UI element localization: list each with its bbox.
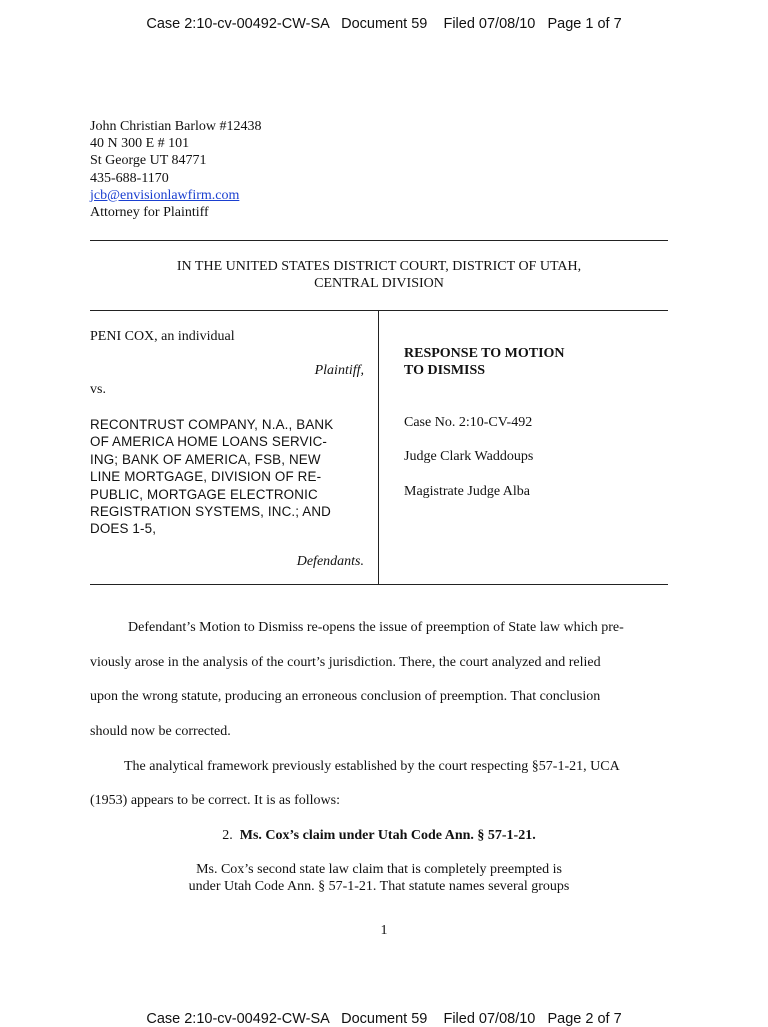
paragraph-line: The analytical framework previously established by the court respecting §57-1-21, UCA	[124, 759, 620, 774]
plaintiff-label: Plaintiff,	[314, 363, 364, 378]
court-title-line2: CENTRAL DIVISION	[314, 276, 444, 291]
attorney-name: John Christian Barlow #12438	[90, 119, 262, 134]
versus: vs.	[90, 382, 106, 397]
block-quote-line: Ms. Cox’s second state law claim that is completely preempted is	[196, 862, 562, 877]
defendants-label: Defendants.	[296, 554, 364, 569]
paragraph-line: (1953) appears to be correct. It is as follows:	[90, 793, 340, 808]
paragraph-line: Defendant’s Motion to Dismiss re-opens the issue of preemption of State law which pre-	[128, 620, 624, 635]
block-quote-line: under Utah Code Ann. § 57-1-21. That statute names several groups	[188, 879, 570, 894]
defendants-line: ING; BANK OF AMERICA, FSB, NEW	[90, 451, 321, 467]
caption-bottom-rule	[90, 584, 668, 585]
paragraph-line: upon the wrong statute, producing an erroneous conclusion of preemption. That conclusion	[90, 689, 601, 704]
case-header: Case 2:10-cv-00492-CW-SA Document 59 Filed 07/08/10 Page 1 of 7	[146, 16, 622, 32]
next-page-case-header: Case 2:10-cv-00492-CW-SA Document 59 Filed 07/08/10 Page 2 of 7	[146, 1011, 622, 1027]
defendants-line: LINE MORTGAGE, DIVISION OF RE-	[90, 469, 322, 485]
defendants-line: PUBLIC, MORTGAGE ELECTRONIC	[90, 486, 318, 502]
caption-top-rule	[90, 310, 668, 311]
caption-divider	[378, 311, 379, 584]
attorney-role: Attorney for Plaintiff	[90, 205, 209, 221]
page-number: 1	[380, 923, 388, 938]
plaintiff-name: PENI COX, an individual	[90, 329, 235, 344]
quote-heading	[90, 828, 668, 844]
case-number: Case No. 2:10-CV-492	[404, 415, 533, 430]
document-title-line2: TO DISMISS	[404, 363, 486, 378]
defendants-line: RECONTRUST COMPANY, N.A., BANK	[90, 417, 334, 432]
defendants-line: REGISTRATION SYSTEMS, INC.; AND	[90, 504, 331, 520]
paragraph-line: should now be corrected.	[90, 724, 231, 739]
attorney-email-link[interactable]: jcb@envisionlawfirm.com	[90, 187, 240, 203]
defendants-line: OF AMERICA HOME LOANS SERVIC-	[90, 434, 327, 450]
quote-heading-number: 2.	[222, 828, 233, 843]
judge-name: Judge Clark Waddoups	[404, 449, 534, 464]
defendants-line: DOES 1-5,	[90, 521, 157, 537]
quote-heading-text: Ms. Cox’s claim under Utah Code Ann. § 57-1-21.	[239, 828, 536, 843]
paragraph-line: viously arose in the analysis of the court’s jurisdiction. There, the court analyzed and relied	[90, 655, 601, 670]
attorney-block	[90, 118, 262, 221]
attorney-phone: 435-688-1170	[90, 170, 169, 186]
defendants-list	[90, 416, 364, 538]
magistrate-judge: Magistrate Judge Alba	[404, 484, 530, 499]
attorney-address-line1: 40 N 300 E # 101	[90, 136, 190, 152]
divider-top	[90, 240, 668, 241]
document-title	[404, 345, 565, 379]
document-title-line1: RESPONSE TO MOTION	[404, 346, 565, 361]
court-title	[90, 258, 668, 292]
court-title-line1: IN THE UNITED STATES DISTRICT COURT, DISTRICT OF UTAH,	[176, 259, 582, 274]
attorney-address-line2: St George UT 84771	[90, 153, 207, 169]
